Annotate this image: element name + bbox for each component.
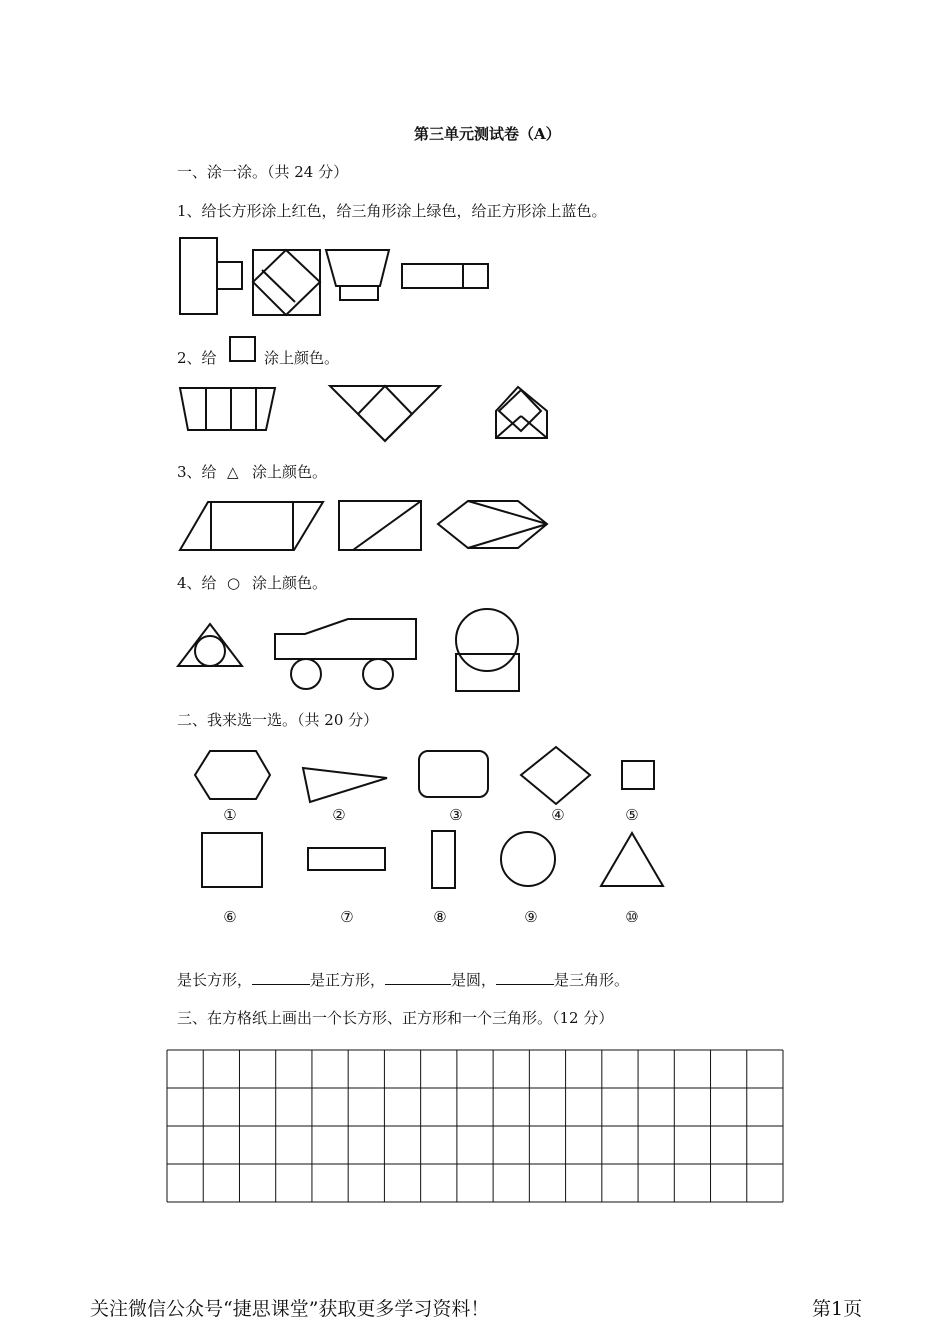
question-4-suffix: 涂上颜色。 bbox=[252, 574, 328, 592]
answer-part-1: 是长方形， bbox=[177, 971, 253, 989]
shape-label-10: ⑩ bbox=[625, 908, 639, 926]
question-2-prefix: 2、给 bbox=[177, 349, 217, 367]
question-3-suffix: 涂上颜色。 bbox=[252, 463, 328, 481]
shape-label-4: ④ bbox=[551, 806, 565, 824]
shape-label-3: ③ bbox=[449, 806, 463, 824]
answer-line bbox=[177, 970, 629, 990]
question-4-prefix: 4、给 bbox=[177, 574, 217, 592]
shape-label-9: ⑨ bbox=[524, 908, 538, 926]
shape-label-8: ⑧ bbox=[433, 908, 447, 926]
page-number: 第1页 bbox=[812, 1298, 863, 1320]
grid-paper[interactable] bbox=[166, 1049, 784, 1203]
answer-part-4: 是三角形。 bbox=[554, 971, 630, 989]
answer-blank-square[interactable] bbox=[252, 984, 310, 985]
shape-label-6: ⑥ bbox=[223, 908, 237, 926]
section3-heading: 三、在方格纸上画出一个长方形、正方形和一个三角形。（12 分） bbox=[177, 1009, 614, 1027]
shape-label-1: ① bbox=[223, 806, 237, 824]
answer-blank-circle[interactable] bbox=[385, 984, 451, 985]
footer-note: 关注微信公众号“捷思课堂”获取更多学习资料！ bbox=[90, 1298, 490, 1320]
question-3-prefix: 3、给 bbox=[177, 463, 217, 481]
shape-label-5: ⑤ bbox=[625, 806, 639, 824]
page-title: 第三单元测试卷（A） bbox=[414, 125, 561, 143]
answer-part-2: 是正方形， bbox=[310, 971, 386, 989]
circle-icon: ○ bbox=[227, 574, 241, 592]
triangle-icon: △ bbox=[227, 463, 239, 481]
section2-heading: 二、我来选一选。（共 20 分） bbox=[177, 711, 379, 729]
shape-label-2: ② bbox=[332, 806, 346, 824]
question-1: 1、给长方形涂上红色，给三角形涂上绿色，给正方形涂上蓝色。 bbox=[177, 202, 607, 220]
shape-label-7: ⑦ bbox=[340, 908, 354, 926]
answer-part-3: 是圆， bbox=[451, 971, 497, 989]
question-2-suffix: 涂上颜色。 bbox=[264, 349, 340, 367]
answer-blank-triangle[interactable] bbox=[496, 984, 554, 985]
section1-heading: 一、涂一涂。（共 24 分） bbox=[177, 163, 349, 181]
